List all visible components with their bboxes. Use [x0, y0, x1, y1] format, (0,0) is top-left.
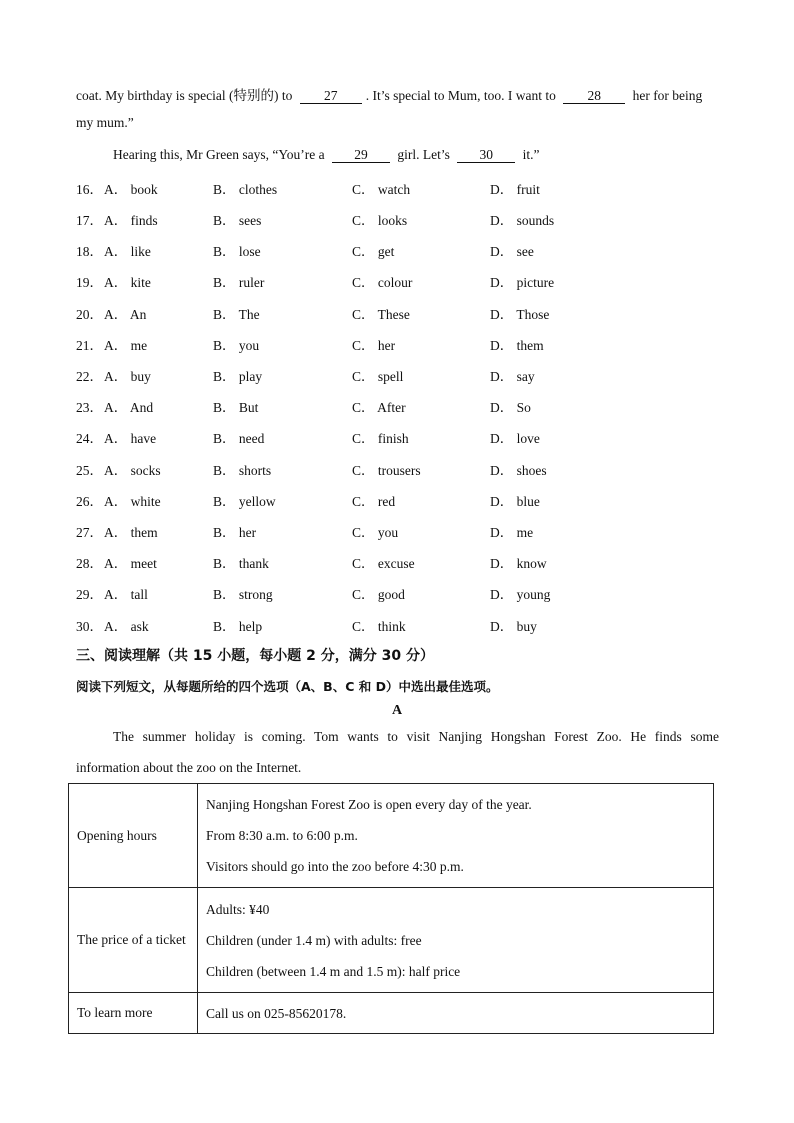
option-c[interactable]: C． get	[352, 244, 395, 259]
option-a[interactable]: A． socks	[104, 463, 161, 478]
question-number: 20．	[76, 307, 103, 322]
question-number: 28．	[76, 556, 103, 571]
option-a[interactable]: A． meet	[104, 556, 157, 571]
question-number: 30．	[76, 619, 103, 634]
option-a[interactable]: A． like	[104, 244, 151, 259]
reading-intro-line-1: The summer holiday is coming. Tom wants to visit Nanjing Hongshan Forest Zoo. He finds some	[113, 729, 719, 744]
cell-line: Visitors should go into the zoo before 4:30 p.m.	[206, 859, 464, 874]
cell-line: Children (between 1.4 m and 1.5 m): half price	[206, 963, 461, 979]
option-b[interactable]: B． you	[213, 338, 260, 353]
option-c[interactable]: C． looks	[352, 213, 408, 228]
row-label: Opening hours	[69, 784, 198, 888]
table-row	[69, 993, 714, 1034]
cell-line: Children (under 1.4 m) with adults: free	[206, 932, 422, 948]
question-number: 24．	[76, 431, 103, 446]
section-heading: 三、阅读理解（共 15 小题，每小题 2 分，满分 30 分）	[76, 648, 434, 664]
option-a[interactable]: A． buy	[104, 369, 151, 384]
row-label: To learn more	[69, 993, 198, 1034]
question-number: 19．	[76, 275, 103, 290]
cell-line: Nanjing Hongshan Forest Zoo is open every day of the year.	[206, 797, 532, 812]
option-d[interactable]: D． love	[490, 431, 540, 446]
question-number: 27．	[76, 525, 103, 540]
option-a[interactable]: A． book	[104, 182, 158, 197]
question-number: 17．	[76, 213, 103, 228]
question-number: 25．	[76, 463, 103, 478]
option-b[interactable]: B． need	[213, 431, 265, 446]
option-c[interactable]: C． you	[352, 525, 399, 540]
option-b[interactable]: B． lose	[213, 244, 261, 259]
option-d[interactable]: D． buy	[490, 619, 537, 634]
option-d[interactable]: D． sounds	[490, 213, 555, 228]
option-c[interactable]: C． spell	[352, 369, 404, 384]
option-a[interactable]: A． And	[104, 400, 154, 415]
option-d[interactable]: D． see	[490, 244, 534, 259]
passage-text: it.”	[522, 147, 540, 162]
passage-line-2: my mum.”	[76, 115, 134, 130]
option-d[interactable]: D． know	[490, 556, 547, 571]
option-a[interactable]: A． An	[104, 307, 147, 322]
option-b[interactable]: B． her	[213, 525, 257, 540]
option-a[interactable]: A． kite	[104, 275, 151, 290]
question-number: 16．	[76, 182, 103, 197]
reading-intro-line-2: information about the zoo on the Internet.	[76, 760, 302, 775]
zoo-info-table	[68, 783, 714, 1034]
option-a[interactable]: A． white	[104, 494, 161, 509]
option-b[interactable]: B． sees	[213, 213, 262, 228]
option-a[interactable]: A． me	[104, 338, 148, 353]
option-d[interactable]: D． Those	[490, 307, 550, 322]
option-c[interactable]: C． her	[352, 338, 396, 353]
cell-line: Adults: ¥40	[206, 901, 270, 917]
blank-29: 29	[332, 148, 390, 163]
option-c[interactable]: C． think	[352, 619, 406, 634]
option-c[interactable]: C． trousers	[352, 463, 421, 478]
option-c[interactable]: C． colour	[352, 275, 413, 290]
question-number: 18．	[76, 244, 103, 259]
option-d[interactable]: D． them	[490, 338, 544, 353]
option-a[interactable]: A． have	[104, 431, 157, 446]
option-b[interactable]: B． play	[213, 369, 263, 384]
passage-text: . It’s special to Mum, too. I want to	[365, 88, 556, 103]
option-a[interactable]: A． ask	[104, 619, 149, 634]
option-a[interactable]: A． them	[104, 525, 158, 540]
question-number: 21．	[76, 338, 103, 353]
option-a[interactable]: A． tall	[104, 587, 148, 602]
question-number: 23．	[76, 400, 103, 415]
option-c[interactable]: C． excuse	[352, 556, 415, 571]
option-d[interactable]: D． picture	[490, 275, 555, 290]
row-label: The price of a ticket	[69, 888, 198, 993]
row-content	[198, 993, 714, 1034]
option-c[interactable]: C． watch	[352, 182, 411, 197]
row-content	[198, 784, 714, 888]
blank-30: 30	[457, 148, 515, 163]
option-b[interactable]: B． The	[213, 307, 260, 322]
question-number: 29．	[76, 587, 103, 602]
option-b[interactable]: B． But	[213, 400, 259, 415]
option-c[interactable]: C． red	[352, 494, 396, 509]
option-b[interactable]: B． yellow	[213, 494, 276, 509]
cell-line: From 8:30 a.m. to 6:00 p.m.	[206, 828, 358, 843]
passage-text: girl. Let’s	[397, 147, 450, 162]
cell-line: Call us on 025-85620178.	[206, 1005, 347, 1021]
option-c[interactable]: C． These	[352, 307, 410, 322]
passage-line-3	[113, 147, 539, 163]
blank-27: 27	[300, 89, 362, 104]
option-d[interactable]: D． fruit	[490, 182, 540, 197]
option-b[interactable]: B． shorts	[213, 463, 272, 478]
option-c[interactable]: C． finish	[352, 431, 409, 446]
passage-text: her for being	[632, 88, 703, 103]
option-b[interactable]: B． ruler	[213, 275, 265, 290]
option-d[interactable]: D． blue	[490, 494, 540, 509]
passage-text: coat. My birthday is special (特别的) to	[76, 88, 293, 103]
option-b[interactable]: B． clothes	[213, 182, 278, 197]
option-b[interactable]: B． strong	[213, 587, 273, 602]
option-d[interactable]: D． shoes	[490, 463, 547, 478]
option-b[interactable]: B． help	[213, 619, 263, 634]
passage-line-1	[76, 84, 702, 104]
blank-28: 28	[563, 89, 625, 104]
option-a[interactable]: A． finds	[104, 213, 158, 228]
passage-text: Hearing this, Mr Green says, “You’re a	[113, 147, 325, 162]
table-row	[69, 888, 714, 993]
section-instruction: 阅读下列短文，从每题所给的四个选项（A、B、C 和 D）中选出最佳选项。	[76, 679, 499, 694]
passage-letter: A	[392, 703, 403, 718]
option-d[interactable]: D． So	[490, 400, 531, 415]
table-row	[69, 784, 714, 888]
row-content	[198, 888, 714, 993]
option-b[interactable]: B． thank	[213, 556, 269, 571]
option-d[interactable]: D． me	[490, 525, 534, 540]
option-c[interactable]: C． good	[352, 587, 405, 602]
option-d[interactable]: D． say	[490, 369, 535, 384]
option-c[interactable]: C． After	[352, 400, 406, 415]
question-number: 26．	[76, 494, 103, 509]
option-d[interactable]: D． young	[490, 587, 551, 602]
question-number: 22．	[76, 369, 103, 384]
